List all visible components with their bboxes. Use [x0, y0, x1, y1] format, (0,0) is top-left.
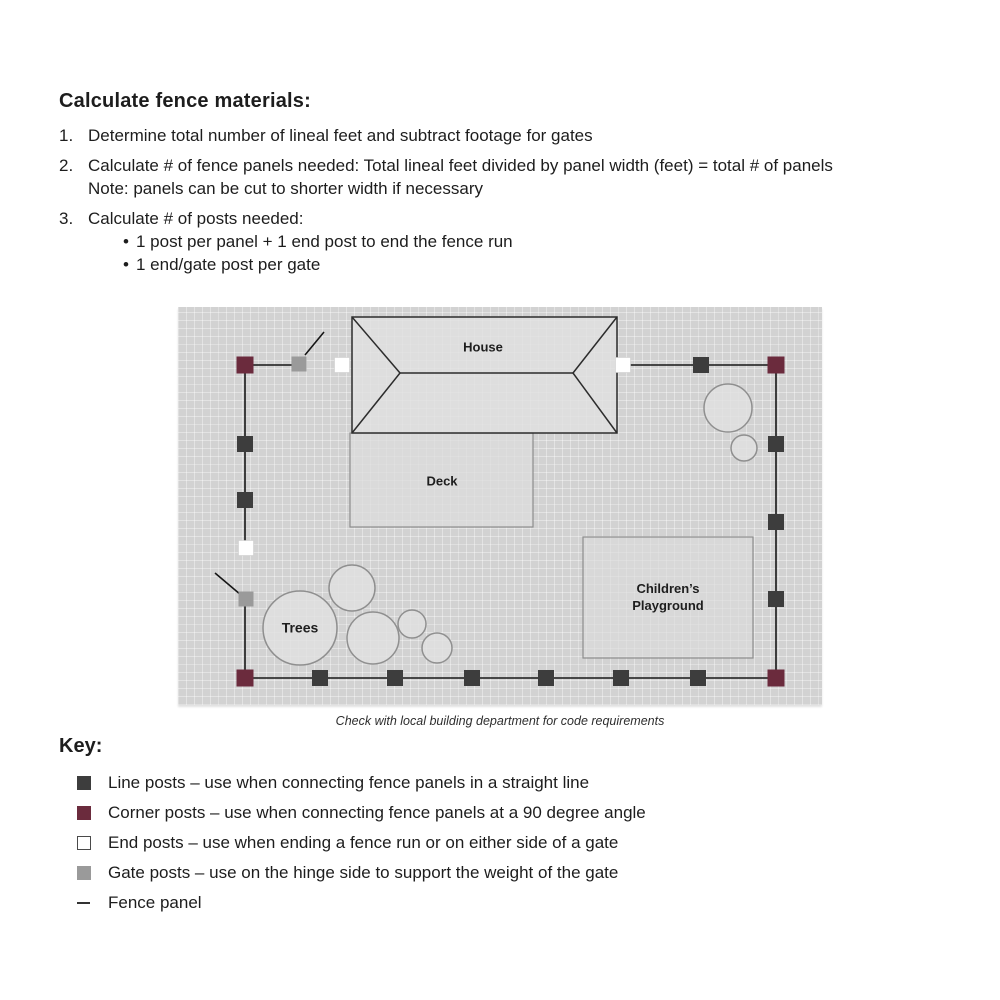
key-item-label: Line posts – use when connecting fence panels in a straight line: [108, 773, 590, 792]
corner-post: [237, 670, 254, 687]
tree-circle: [398, 610, 426, 638]
playground-label-line2: Playground: [632, 598, 704, 613]
house-label: House: [463, 339, 503, 355]
line-post: [312, 670, 328, 686]
tree-circle: [347, 612, 399, 664]
key-item-label: End posts – use when ending a fence run or on either side of a gate: [108, 833, 619, 852]
gate-post: [292, 357, 307, 372]
line-post: [387, 670, 403, 686]
tree-circle: [731, 435, 757, 461]
line-post: [613, 670, 629, 686]
instruction-line: Calculate # of fence panels needed: Total lineal feet divided by panel width (feet) = total # of panels: [88, 156, 833, 175]
instruction-line: Calculate # of posts needed:: [88, 209, 304, 228]
site-plan-diagram: [178, 307, 822, 705]
key-section: [59, 735, 959, 918]
bullet-icon: •: [123, 232, 129, 251]
key-item-end-post: [59, 828, 959, 858]
playground-label: [608, 580, 728, 614]
playground-label-line1: Children’s: [636, 581, 700, 596]
bullet-icon: •: [123, 255, 129, 274]
instructions-section: [59, 90, 954, 283]
tree-circle: [422, 633, 452, 663]
corner-post: [768, 357, 785, 374]
key-item-label: Gate posts – use on the hinge side to support the weight of the gate: [108, 863, 619, 882]
instruction-text: [88, 207, 954, 276]
bullet-text: 1 post per panel + 1 end post to end the fence run: [136, 232, 513, 251]
end-post-swatch-icon: [77, 836, 91, 850]
corner-post: [768, 670, 785, 687]
deck-label: Deck: [426, 473, 458, 489]
corner-post: [237, 357, 254, 374]
key-item-label: Corner posts – use when connecting fence panels at a 90 degree angle: [108, 803, 646, 822]
line-post: [768, 591, 784, 607]
key-item-line-post: [59, 768, 959, 798]
key-items: [59, 768, 959, 918]
instruction-text: [88, 124, 954, 147]
instruction-bullet: [88, 230, 954, 253]
instruction-bullet: [88, 253, 954, 276]
line-post-swatch-icon: [77, 776, 91, 790]
line-post: [464, 670, 480, 686]
gate-post-swatch-icon: [77, 866, 91, 880]
line-post: [538, 670, 554, 686]
key-item-label: Fence panel: [108, 893, 202, 912]
instruction-number: 1.: [59, 126, 74, 145]
line-post: [237, 492, 253, 508]
bullet-text: 1 end/gate post per gate: [136, 255, 321, 274]
instruction-line: Determine total number of lineal feet and subtract footage for gates: [88, 126, 593, 145]
end-post: [239, 541, 254, 556]
house-outline: [352, 317, 617, 433]
fence-panel-swatch-icon: [77, 902, 90, 905]
line-post: [690, 670, 706, 686]
trees-label: Trees: [281, 619, 319, 636]
key-item-corner-post: [59, 798, 959, 828]
tree-circle: [329, 565, 375, 611]
end-post: [335, 358, 350, 373]
instruction-number: 3.: [59, 209, 74, 228]
key-item-fence-panel: [59, 888, 959, 918]
instruction-list: [59, 124, 954, 276]
section-title: Calculate fence materials:: [59, 90, 311, 112]
end-post: [616, 358, 631, 373]
instruction-item: [59, 124, 954, 147]
corner-post-swatch-icon: [77, 806, 91, 820]
key-title: Key:: [59, 735, 103, 757]
line-post: [768, 514, 784, 530]
key-item-gate-post: [59, 858, 959, 888]
diagram-caption: Check with local building department for code requirements: [335, 714, 665, 728]
instruction-line: Note: panels can be cut to shorter width if necessary: [88, 179, 483, 198]
line-post: [693, 357, 709, 373]
tree-circle: [704, 384, 752, 432]
line-post: [768, 436, 784, 452]
gate-post: [239, 592, 254, 607]
open-gate-line: [215, 573, 241, 595]
instruction-number: 2.: [59, 156, 74, 175]
instruction-item: [59, 207, 954, 276]
site-plan-svg: [178, 307, 822, 705]
instruction-text: [88, 154, 954, 200]
open-gate-line: [305, 332, 324, 355]
instruction-item: [59, 154, 954, 200]
line-post: [237, 436, 253, 452]
